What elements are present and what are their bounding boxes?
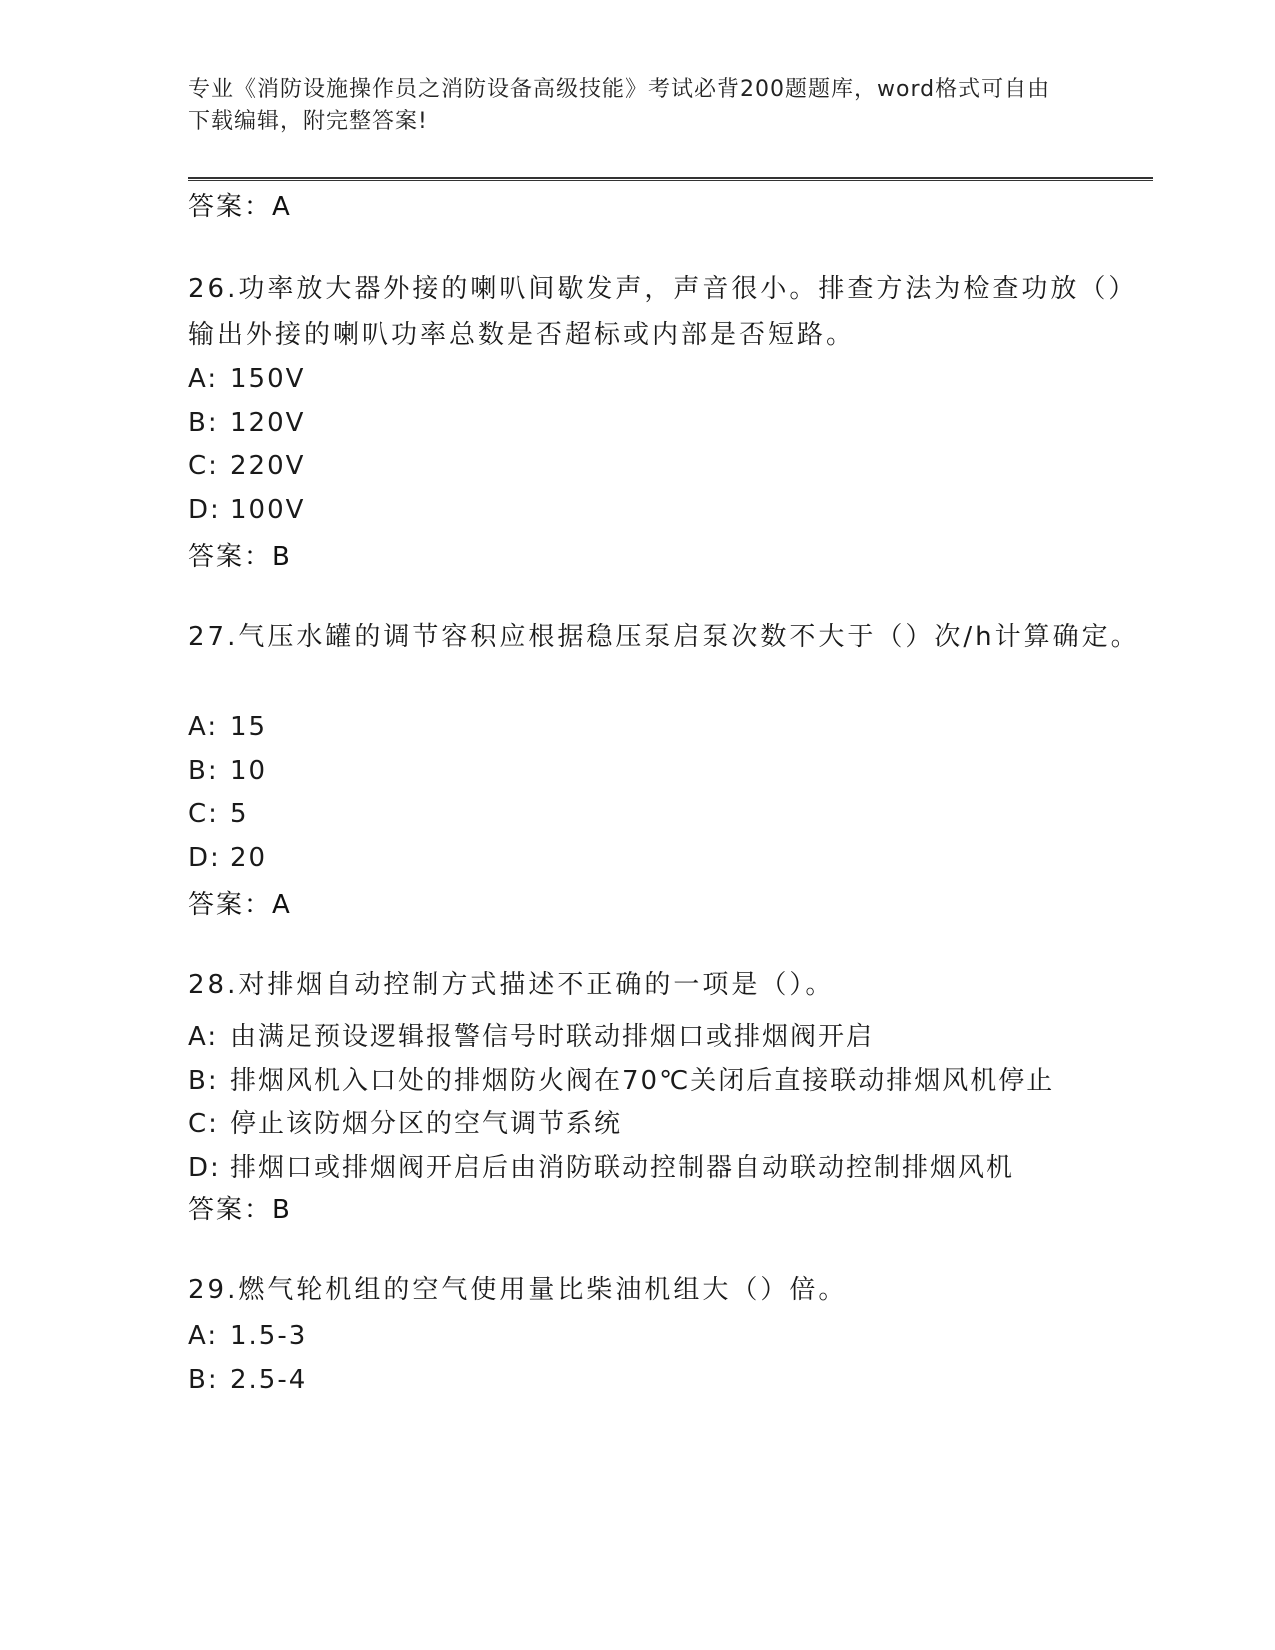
option-text: 5 bbox=[230, 799, 249, 829]
question-26-option-d bbox=[188, 495, 305, 525]
question-27-text: 27.气压水罐的调节容积应根据稳压泵启泵次数不大于（）次/h计算确定。 bbox=[188, 622, 1140, 652]
option-letter: C: bbox=[188, 799, 219, 829]
document-header: 专业《消防设施操作员之消防设备高级技能》考试必背200题题库，word格式可自由下载编辑，附完整答案! bbox=[188, 77, 1051, 134]
option-text: 排烟口或排烟阀开启后由消防联动控制器自动联动控制排烟风机 bbox=[230, 1153, 1015, 1183]
question-29-option-b bbox=[188, 1365, 307, 1395]
question-28-option-d bbox=[188, 1147, 1014, 1184]
option-letter: B: bbox=[188, 408, 219, 438]
option-letter: C: bbox=[188, 1109, 219, 1139]
option-letter: A: bbox=[188, 364, 219, 394]
question-26-option-c bbox=[188, 451, 305, 481]
option-text: 1.5-3 bbox=[230, 1321, 308, 1351]
question-28-text: 28.对排烟自动控制方式描述不正确的一项是（）。 bbox=[188, 970, 835, 1000]
question-28-option-c bbox=[188, 1103, 622, 1140]
option-letter: D: bbox=[188, 495, 221, 525]
option-text: 排烟风机入口处的排烟防火阀在70℃关闭后直接联动排烟风机停止 bbox=[230, 1066, 1055, 1096]
option-letter: D: bbox=[188, 1153, 221, 1183]
option-letter: B: bbox=[188, 1365, 219, 1395]
option-text: 停止该防烟分区的空气调节系统 bbox=[230, 1109, 623, 1139]
question-29-text: 29.燃气轮机组的空气使用量比柴油机组大（）倍。 bbox=[188, 1275, 848, 1305]
question-28-answer: 答案：B bbox=[188, 1195, 292, 1225]
question-28-option-a bbox=[188, 1016, 874, 1053]
question-27-option-a bbox=[188, 712, 267, 742]
question-26-answer: 答案：B bbox=[188, 542, 292, 572]
option-text: 2.5-4 bbox=[230, 1365, 308, 1395]
question-27-option-c bbox=[188, 799, 249, 829]
option-text: 20 bbox=[230, 843, 268, 873]
question-28-option-b bbox=[188, 1060, 1054, 1097]
option-letter: A: bbox=[188, 712, 219, 742]
option-letter: B: bbox=[188, 1066, 219, 1096]
question-26-option-a bbox=[188, 364, 305, 394]
option-text: 220V bbox=[230, 451, 306, 481]
option-text: 10 bbox=[230, 756, 268, 786]
answer-label: 答案：A bbox=[188, 192, 292, 222]
document-page bbox=[188, 0, 1148, 1650]
question-29-option-a bbox=[188, 1321, 307, 1351]
option-text: 120V bbox=[230, 408, 306, 438]
question-27-option-d bbox=[188, 843, 267, 873]
option-text: 150V bbox=[230, 364, 306, 394]
option-text: 由满足预设逻辑报警信号时联动排烟口或排烟阀开启 bbox=[230, 1022, 875, 1052]
question-26-text: 26.功率放大器外接的喇叭间歇发声，声音很小。排查方法为检查功放（）输出外接的喇叭功率总数是否超标或内部是否短路。 bbox=[188, 274, 1138, 350]
option-letter: A: bbox=[188, 1022, 219, 1052]
option-letter: B: bbox=[188, 756, 219, 786]
option-letter: A: bbox=[188, 1321, 219, 1351]
question-27-option-b bbox=[188, 756, 267, 786]
option-letter: D: bbox=[188, 843, 221, 873]
header-divider bbox=[188, 177, 1153, 181]
question-26-option-b bbox=[188, 408, 305, 438]
option-letter: C: bbox=[188, 451, 219, 481]
option-text: 15 bbox=[230, 712, 268, 742]
option-text: 100V bbox=[230, 495, 306, 525]
question-27-answer: 答案：A bbox=[188, 890, 292, 920]
